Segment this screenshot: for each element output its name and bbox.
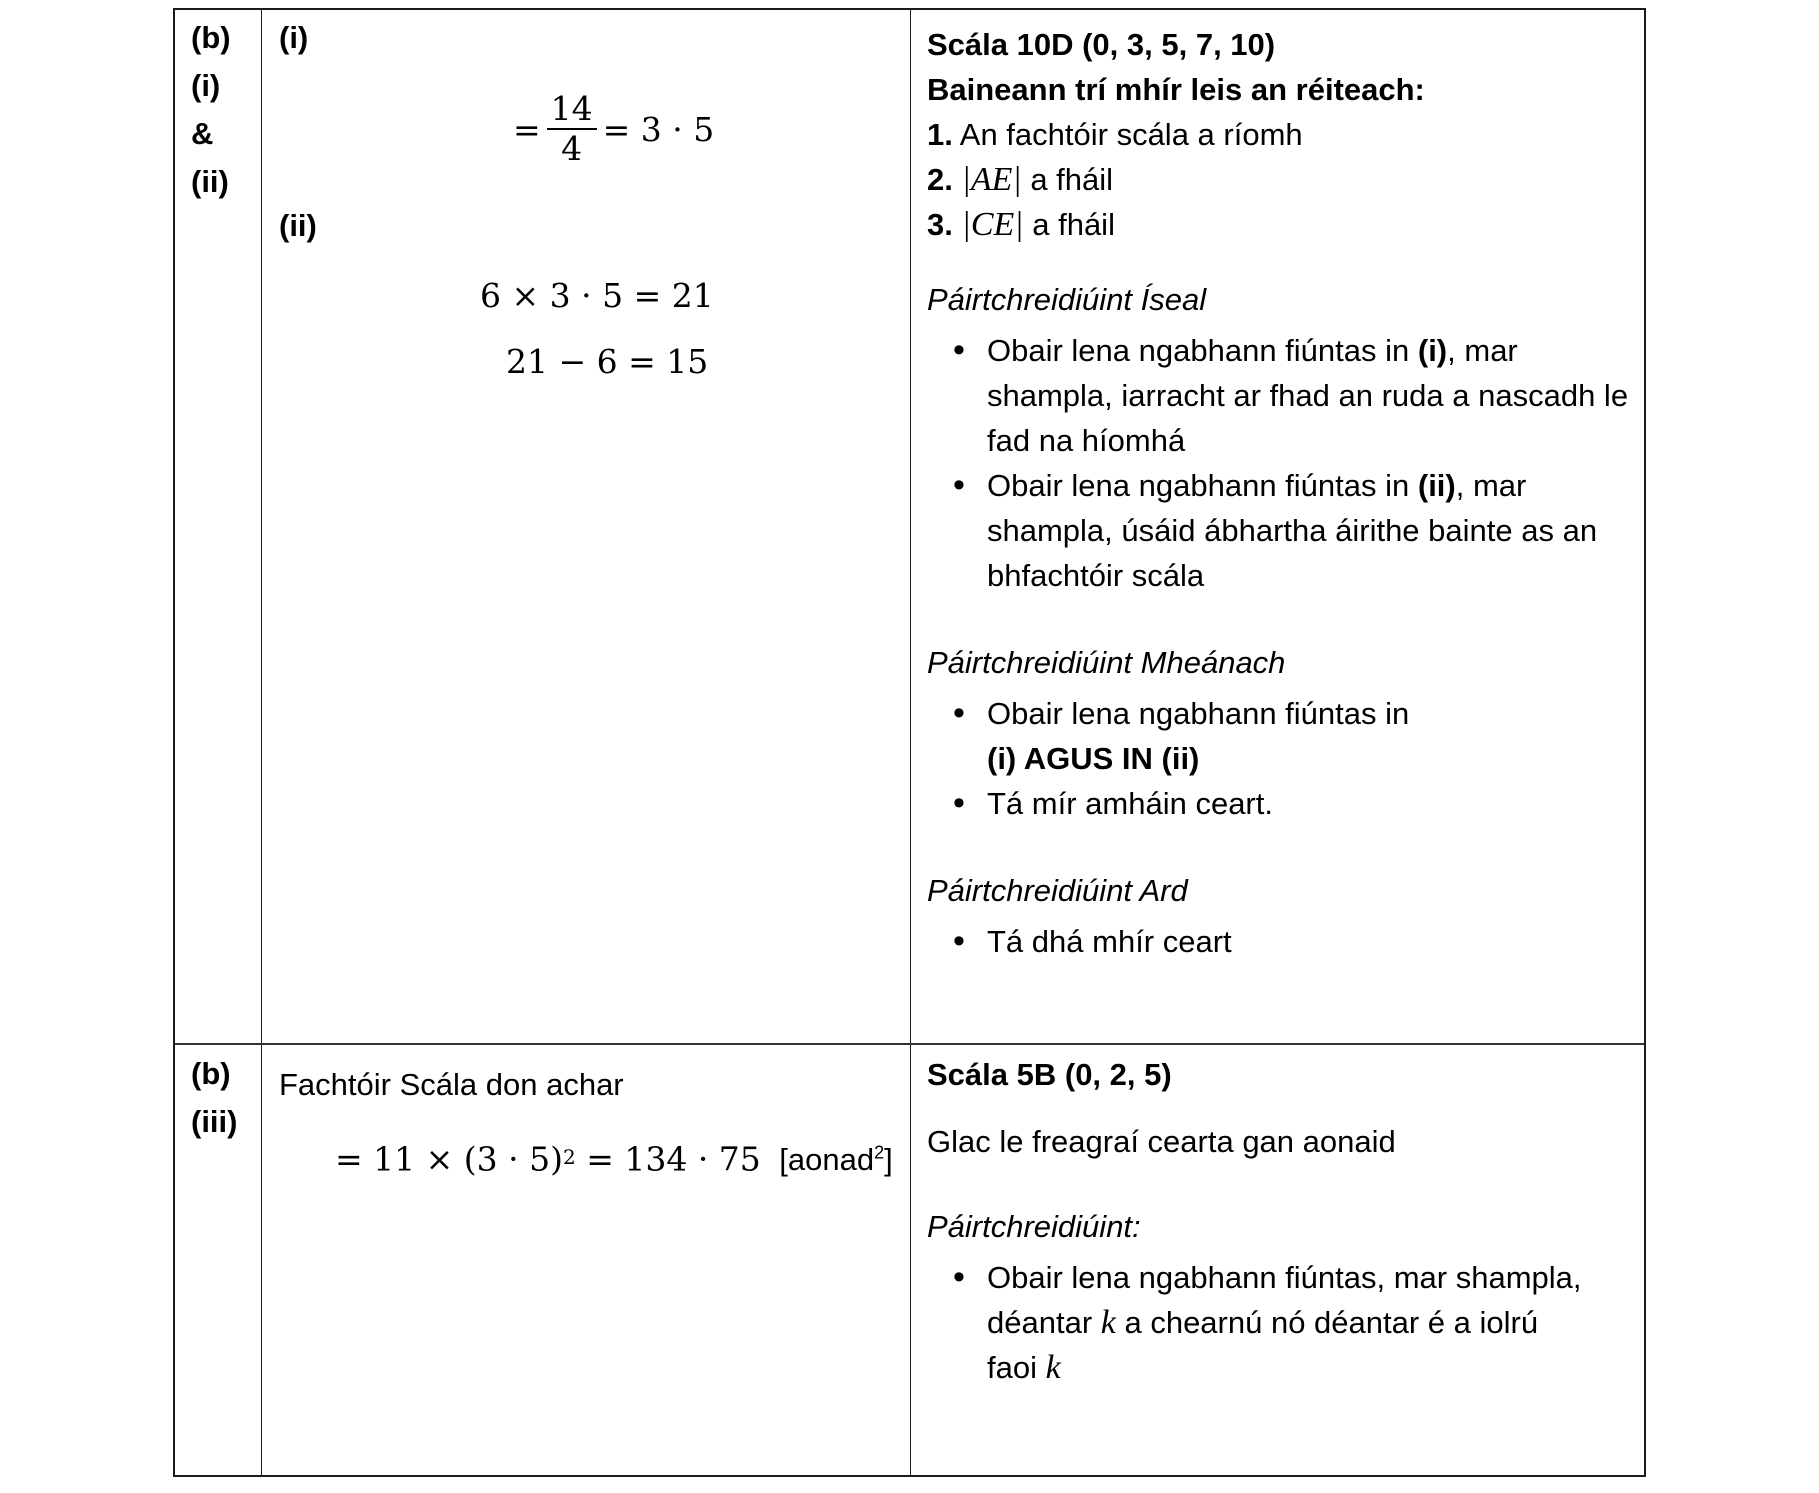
part-ii-label: (ii) [279,208,317,243]
list-item [987,1255,1637,1390]
partial-credit-heading: Páirtchreidiúint: [927,1209,1141,1244]
step-text: a fháil [1023,207,1115,242]
bullet-text: Obair lena ngabhann fiúntas in [987,468,1418,503]
equals-sign: = [513,109,541,149]
numerator: 14 [547,90,597,130]
row2-solution [279,1062,909,1182]
step-text: An fachtóir scála a ríomh [959,117,1303,152]
scale-heading: Scála 5B (0, 2, 5) [927,1057,1172,1092]
denominator: 4 [561,129,583,168]
unit-text: ] [884,1142,893,1178]
note-text: Glac le freagraí cearta gan aonaid [927,1124,1396,1159]
list-item [987,781,1637,826]
mid-credit-list [927,691,1637,826]
scale-heading: Scála 10D (0, 3, 5, 7, 10) [927,27,1276,62]
label-line: (b) [191,1056,231,1091]
bullet-text: Obair lena ngabhann fiúntas in [987,333,1418,368]
high-credit-heading: Páirtchreidiúint Ard [927,873,1188,908]
equation-result: = 134 · 75 [575,1139,761,1179]
row1-marking-notes [927,22,1637,964]
bullet-text: , mar shampla, iarracht ar fhad an ruda a nascadh le fad na híomhá [987,333,1629,458]
row2-question-label [191,1050,238,1146]
step-2 [927,157,1637,202]
unit-text: [aonad [779,1142,875,1178]
bullet-line [987,1345,1637,1390]
column-divider-1 [261,10,262,1475]
bullet-text: , mar shampla, úsáid ábhartha áirithe bainte as an bhfachtóir scála [987,468,1598,593]
list-item [987,691,1637,781]
exponent: 2 [562,1145,576,1169]
marking-scheme-table [173,8,1646,1477]
step-math: |AE| [961,161,1022,198]
part-ii-line2: 21 − 6 = 15 [506,342,709,381]
intro-text: Baineann trí mhír leis an réiteach: [927,72,1425,107]
label-line: (ii) [191,164,229,199]
low-credit-list [927,328,1637,598]
list-item [987,328,1637,463]
mid-credit-heading: Páirtchreidiúint Mheánach [927,645,1286,680]
part-i-equation [513,90,714,168]
bullet-text: • Obair lena ngabhann fiúntas in [987,696,1410,731]
unit [779,1142,892,1177]
part-ii-line1: 6 × 3 · 5 = 21 [480,276,714,315]
bullet-text: déantar [987,1305,1101,1340]
math-k: k [1100,1304,1116,1341]
partial-credit-list [927,1255,1637,1390]
label-line: (iii) [191,1104,238,1139]
equation-part: = 11 × (3 · 5) [335,1139,563,1179]
label-line: & [191,116,214,151]
equation-result: = 3 · 5 [602,109,715,149]
list-item [987,463,1637,598]
area-equation [335,1131,909,1182]
bullet-text: Tá dhá mhír ceart [987,924,1232,959]
low-credit-heading: Páirtchreidiúint Íseal [927,282,1207,317]
bullet-bold: (i) [1417,333,1448,368]
unit-exponent: 2 [874,1143,885,1163]
column-divider-2 [910,10,911,1475]
step-number: 2. [927,162,953,197]
bullet-text: faoi [987,1350,1046,1385]
step-text: a fháil [1021,162,1114,197]
row2-marking-notes [927,1052,1637,1390]
step-number: 3. [927,207,953,242]
bullet-text: a chearnú nó déantar é a iolrú [1115,1305,1539,1340]
math-k: k [1045,1349,1061,1386]
step-3 [927,202,1637,247]
label-line: (i) [191,68,221,103]
bullet-text: Tá mír amháin ceart. [987,786,1273,821]
bullet-text: • Obair lena ngabhann fiúntas, mar shampla, [987,1260,1582,1295]
row1-solution [279,14,909,1034]
scale-factor-text: Fachtóir Scála don achar [279,1067,624,1102]
part-i-label: (i) [279,20,309,55]
row-divider [175,1043,1644,1045]
step-math: |CE| [961,206,1024,243]
step-1 [927,112,1637,157]
high-credit-list [927,919,1637,964]
fraction [547,90,597,168]
list-item [987,919,1637,964]
step-number: 1. [927,117,953,152]
bullet-bold: (ii) [1417,468,1456,503]
bullet-line [987,1300,1637,1345]
bullet-bold: (i) AGUS IN (ii) [987,741,1200,776]
label-line: (b) [191,20,231,55]
row1-question-label [191,14,231,206]
